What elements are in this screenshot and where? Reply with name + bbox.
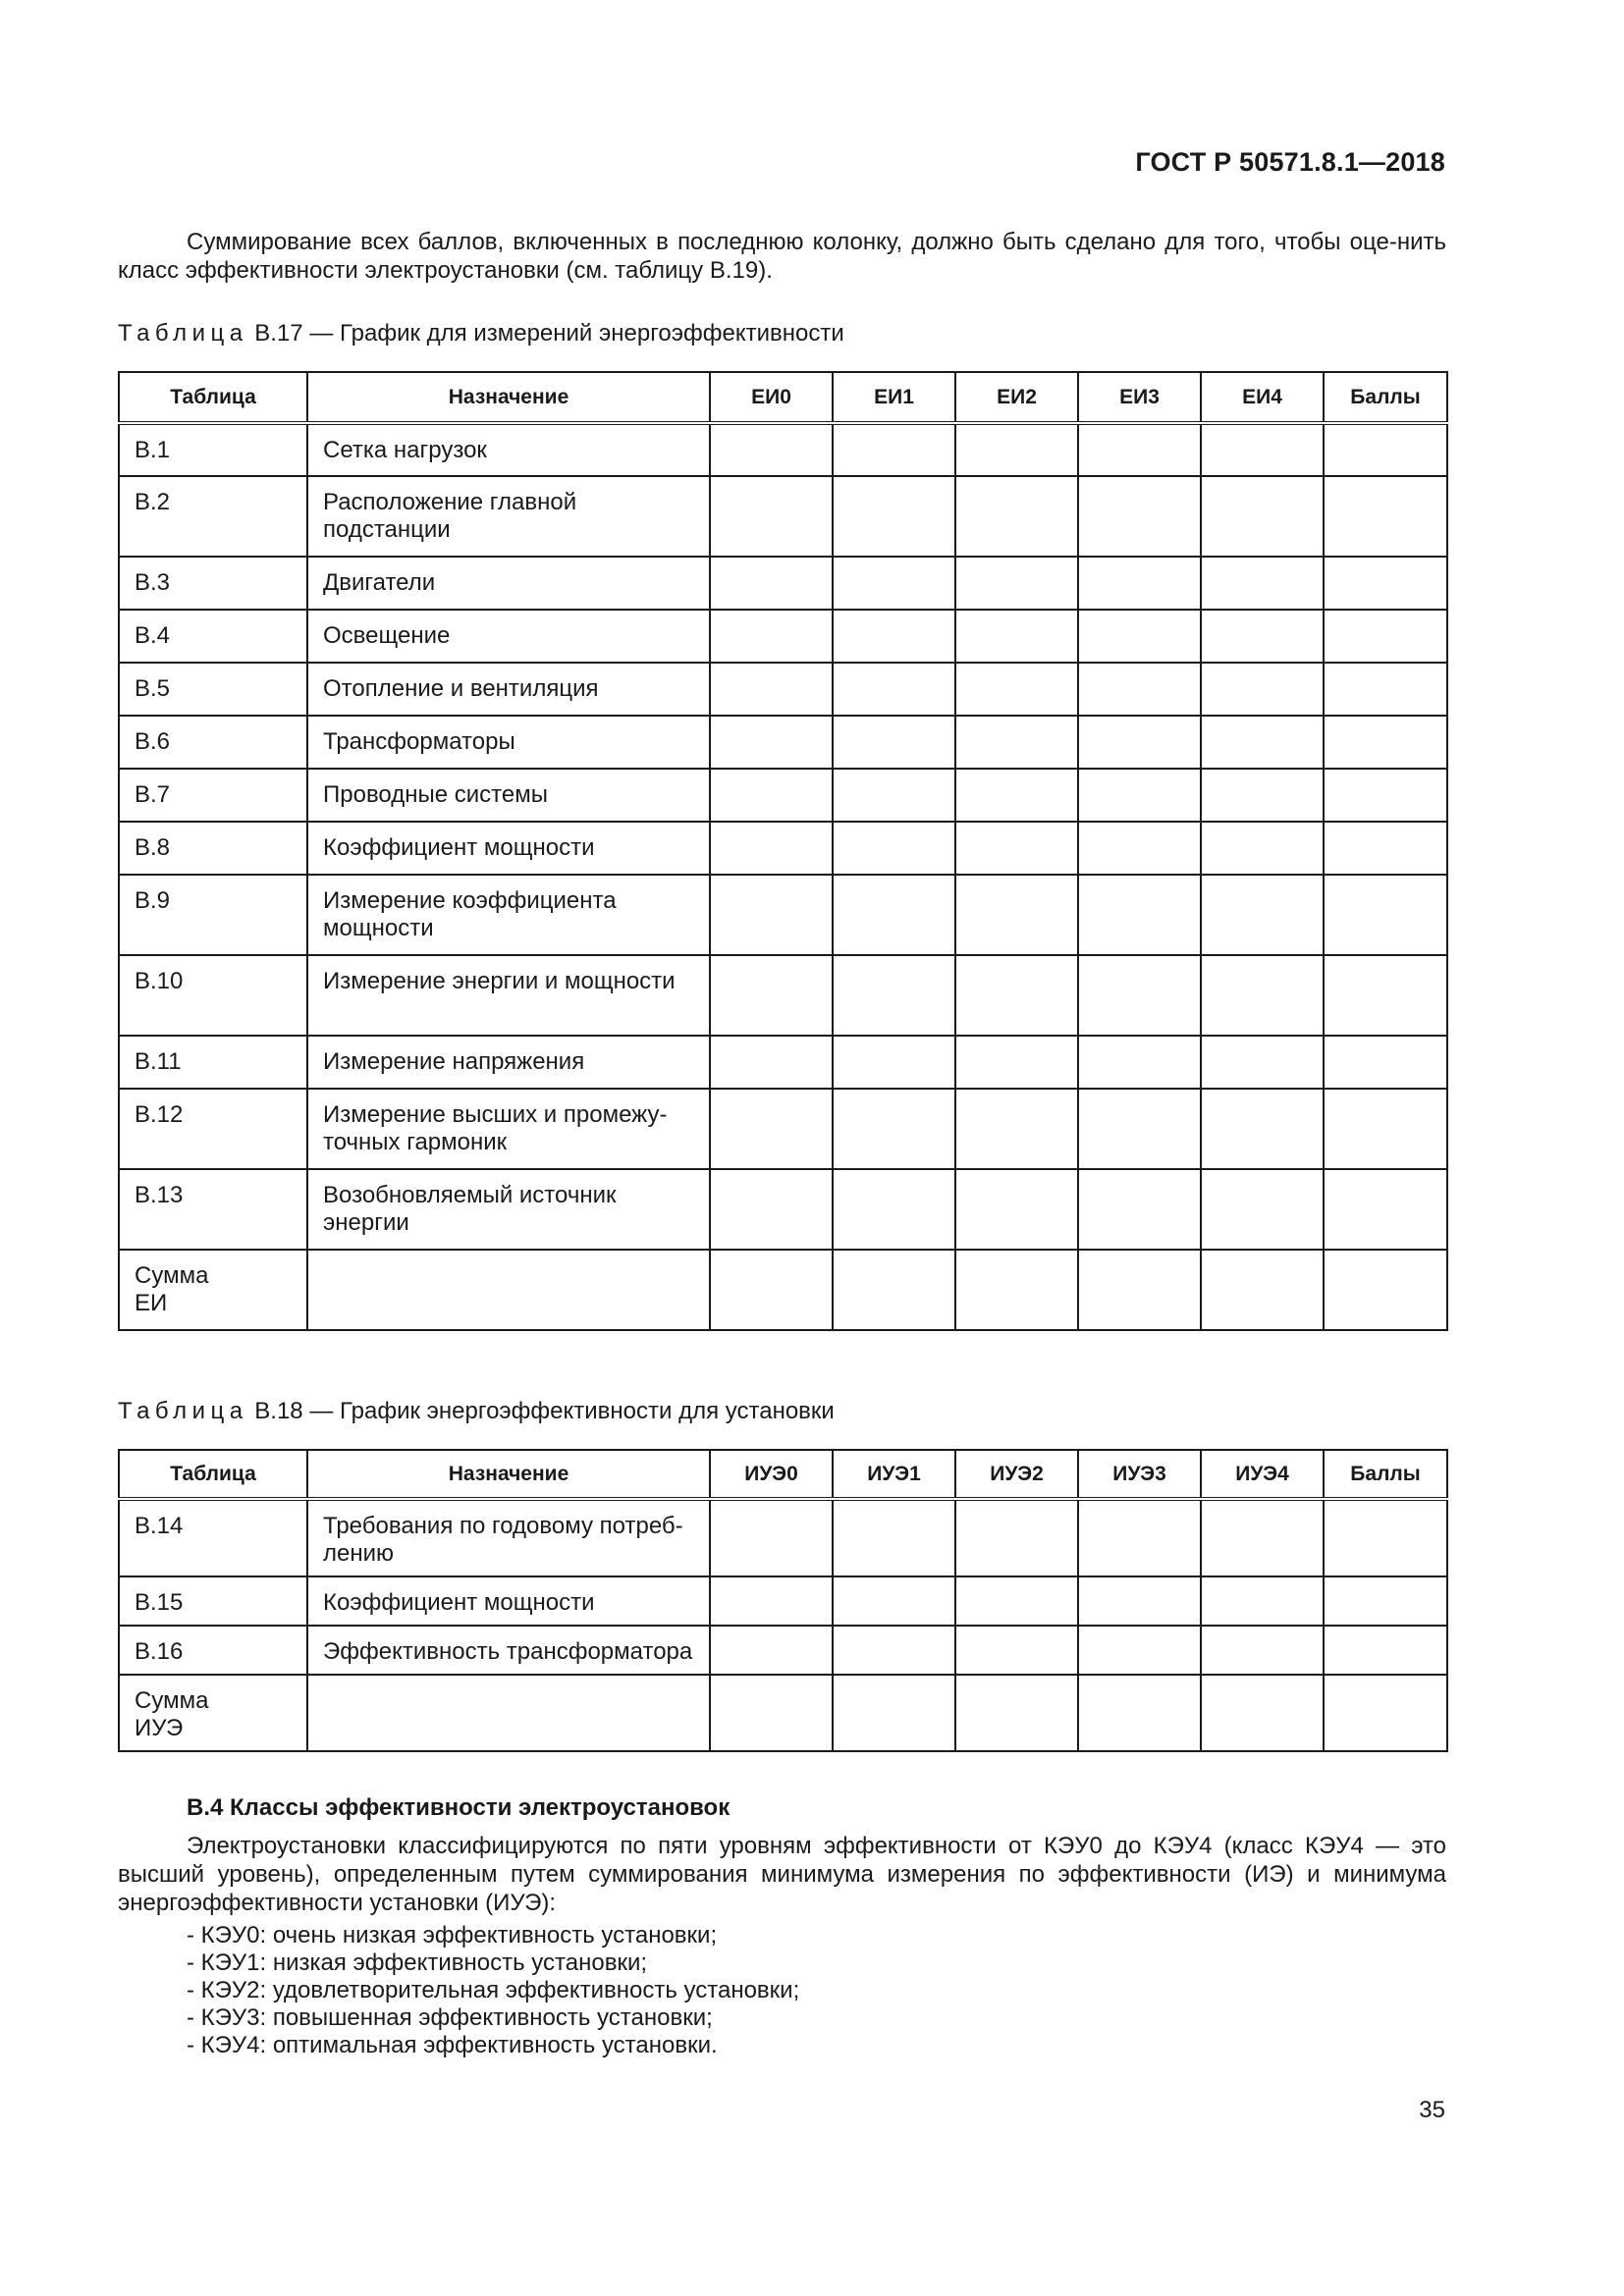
row-purpose: Расположение главной подстанции	[323, 489, 577, 543]
score-cell	[955, 1576, 1078, 1626]
table-row	[119, 423, 1447, 476]
row-code: В.15	[135, 1589, 184, 1616]
row-purpose-cell	[307, 1576, 710, 1626]
score-cell	[710, 423, 833, 476]
score-cell	[833, 1626, 955, 1675]
score-cell	[1201, 663, 1324, 716]
score-cell	[1324, 769, 1447, 822]
table17-header-col-2: ЕИ0	[710, 372, 833, 423]
table18-header-col-2: ИУЭ0	[710, 1450, 833, 1499]
score-cell	[955, 875, 1078, 955]
row-code: В.8	[135, 834, 171, 861]
score-cell	[1078, 955, 1201, 1036]
score-cell	[1078, 1250, 1201, 1330]
score-cell	[1324, 423, 1447, 476]
score-cell	[710, 716, 833, 769]
table18-header	[119, 1450, 1447, 1499]
row-purpose: Сетка нагрузок	[323, 437, 487, 463]
score-cell	[1324, 476, 1447, 557]
score-cell	[1201, 1626, 1324, 1675]
row-purpose-cell	[307, 476, 710, 557]
score-cell	[833, 1036, 955, 1089]
score-cell	[833, 476, 955, 557]
table18-caption-title: В.18 — График энергоэффективности для установки	[247, 1398, 835, 1424]
table-row	[119, 663, 1447, 716]
row-code-cell	[119, 1250, 307, 1330]
score-cell	[1078, 1089, 1201, 1169]
table-b17	[118, 371, 1448, 1331]
table-row	[119, 1675, 1447, 1751]
score-cell	[955, 1250, 1078, 1330]
score-cell	[1324, 1089, 1447, 1169]
row-code: В.5	[135, 675, 171, 702]
score-cell	[710, 1499, 833, 1576]
table-row	[119, 955, 1447, 1036]
score-cell	[955, 1499, 1078, 1576]
table-row	[119, 610, 1447, 663]
table-row	[119, 769, 1447, 822]
table17-header-col-5: ЕИ3	[1078, 372, 1201, 423]
score-cell	[710, 769, 833, 822]
score-cell	[833, 822, 955, 875]
table17-header-col-3: ЕИ1	[833, 372, 955, 423]
score-cell	[833, 1089, 955, 1169]
row-code-cell	[119, 1626, 307, 1675]
score-cell	[1201, 557, 1324, 610]
table-row	[119, 1036, 1447, 1089]
row-purpose-cell	[307, 1675, 710, 1751]
score-cell	[955, 769, 1078, 822]
row-code: Сумма ЕИ	[135, 1262, 209, 1316]
score-cell	[710, 1576, 833, 1626]
row-purpose-cell	[307, 610, 710, 663]
row-purpose-cell	[307, 663, 710, 716]
section-b4-title: В.4 Классы эффективности электроустановок	[187, 1794, 731, 1821]
score-cell	[833, 875, 955, 955]
list-item: - КЭУ1: низкая эффективность установки;	[187, 1949, 648, 1976]
row-purpose-cell	[307, 1036, 710, 1089]
table18-header-col-1: Назначение	[307, 1450, 710, 1499]
score-cell	[710, 1250, 833, 1330]
table-row	[119, 1626, 1447, 1675]
table17-header-col-7: Баллы	[1324, 372, 1447, 423]
score-cell	[710, 875, 833, 955]
score-cell	[833, 423, 955, 476]
table18-body	[119, 1499, 1447, 1751]
score-cell	[1078, 423, 1201, 476]
table17-body	[119, 423, 1447, 1330]
section-b4-paragraph	[118, 1832, 1446, 1917]
table18-caption-prefix: Таблица	[118, 1398, 248, 1424]
score-cell	[955, 557, 1078, 610]
score-cell	[1201, 1250, 1324, 1330]
row-purpose: Двигатели	[323, 569, 436, 596]
score-cell	[1324, 1626, 1447, 1675]
table17-header	[119, 372, 1447, 423]
score-cell	[1324, 610, 1447, 663]
table18-header-col-0: Таблица	[119, 1450, 307, 1499]
row-purpose: Измерение напряжения	[323, 1048, 585, 1075]
row-purpose-cell	[307, 423, 710, 476]
score-cell	[955, 1169, 1078, 1250]
score-cell	[710, 1626, 833, 1675]
list-item: - КЭУ3: повышенная эффективность установки;	[187, 2004, 713, 2031]
row-purpose-cell	[307, 955, 710, 1036]
score-cell	[1324, 1576, 1447, 1626]
row-code: В.1	[135, 437, 171, 463]
score-cell	[1201, 476, 1324, 557]
score-cell	[833, 663, 955, 716]
row-code: В.11	[135, 1048, 182, 1075]
row-purpose: Трансформаторы	[323, 728, 515, 755]
table-row	[119, 716, 1447, 769]
row-code: В.4	[135, 622, 171, 649]
table17-header-col-6: ЕИ4	[1201, 372, 1324, 423]
score-cell	[1324, 1675, 1447, 1751]
row-purpose	[308, 1251, 709, 1270]
table18-header-col-3: ИУЭ1	[833, 1450, 955, 1499]
row-code: В.2	[135, 489, 171, 515]
score-cell	[1201, 1169, 1324, 1250]
row-purpose: Требования по годовому потреб-лению	[323, 1513, 683, 1567]
score-cell	[1201, 1089, 1324, 1169]
table-b18	[118, 1449, 1448, 1752]
score-cell	[1324, 663, 1447, 716]
row-code-cell	[119, 1089, 307, 1169]
score-cell	[955, 716, 1078, 769]
table17-header-col-1: Назначение	[307, 372, 710, 423]
score-cell	[833, 1499, 955, 1576]
row-code: В.12	[135, 1101, 184, 1128]
score-cell	[1201, 610, 1324, 663]
row-code-cell	[119, 423, 307, 476]
score-cell	[955, 610, 1078, 663]
table17-caption-prefix: Таблица	[118, 320, 248, 347]
intro-paragraph	[118, 228, 1446, 285]
list-item: - КЭУ4: оптимальная эффективность установки.	[187, 2032, 718, 2058]
table17-header-col-4: ЕИ2	[955, 372, 1078, 423]
score-cell	[1324, 875, 1447, 955]
score-cell	[833, 1675, 955, 1751]
score-cell	[833, 1250, 955, 1330]
score-cell	[955, 663, 1078, 716]
score-cell	[1078, 663, 1201, 716]
row-purpose-cell	[307, 716, 710, 769]
row-code: В.9	[135, 887, 171, 914]
row-code-cell	[119, 1036, 307, 1089]
score-cell	[1324, 1499, 1447, 1576]
row-purpose-cell	[307, 1250, 710, 1330]
score-cell	[1201, 1576, 1324, 1626]
table-row	[119, 1576, 1447, 1626]
row-purpose: Коэффициент мощности	[323, 1589, 595, 1616]
table17-header-col-0: Таблица	[119, 372, 307, 423]
score-cell	[1201, 1036, 1324, 1089]
row-purpose-cell	[307, 557, 710, 610]
score-cell	[1201, 769, 1324, 822]
table18-header-row	[119, 1450, 1447, 1499]
row-purpose: Возобновляемый источник энергии	[323, 1182, 617, 1236]
score-cell	[710, 663, 833, 716]
table-row	[119, 822, 1447, 875]
row-purpose: Отопление и вентиляция	[323, 675, 599, 702]
score-cell	[955, 1036, 1078, 1089]
score-cell	[1324, 1250, 1447, 1330]
score-cell	[833, 1169, 955, 1250]
row-code-cell	[119, 875, 307, 955]
row-purpose-cell	[307, 875, 710, 955]
score-cell	[1201, 716, 1324, 769]
row-code-cell	[119, 822, 307, 875]
score-cell	[833, 1576, 955, 1626]
row-purpose-cell	[307, 1626, 710, 1675]
row-purpose-cell	[307, 769, 710, 822]
score-cell	[955, 476, 1078, 557]
row-code: В.10	[135, 968, 184, 994]
list-item: - КЭУ0: очень низкая эффективность установки;	[187, 1922, 718, 1949]
table17-caption-title: В.17 — График для измерений энергоэффективности	[247, 320, 844, 347]
score-cell	[955, 822, 1078, 875]
row-code: Сумма ИУЭ	[135, 1687, 209, 1741]
score-cell	[710, 1089, 833, 1169]
row-code-cell	[119, 769, 307, 822]
row-purpose: Проводные системы	[323, 781, 548, 808]
score-cell	[710, 955, 833, 1036]
score-cell	[1201, 1675, 1324, 1751]
score-cell	[1078, 557, 1201, 610]
table-row	[119, 476, 1447, 557]
score-cell	[710, 557, 833, 610]
row-code-cell	[119, 1576, 307, 1626]
intro-text: Суммирование всех баллов, включенных в последнюю колонку, должно быть сделано для того, чтобы оце-нить класс эффективности электроустановки (см. таблицу В.19).	[118, 229, 1446, 284]
row-purpose	[308, 1676, 709, 1695]
row-code-cell	[119, 476, 307, 557]
score-cell	[1078, 716, 1201, 769]
score-cell	[955, 1089, 1078, 1169]
row-code-cell	[119, 955, 307, 1036]
score-cell	[1078, 476, 1201, 557]
score-cell	[1078, 1626, 1201, 1675]
row-code-cell	[119, 557, 307, 610]
table18-caption	[118, 1398, 835, 1425]
score-cell	[833, 716, 955, 769]
score-cell	[1078, 1499, 1201, 1576]
table17-caption	[118, 320, 844, 347]
row-code-cell	[119, 1499, 307, 1576]
table17-header-row	[119, 372, 1447, 423]
score-cell	[1324, 822, 1447, 875]
table-row	[119, 1089, 1447, 1169]
score-cell	[1201, 423, 1324, 476]
score-cell	[1078, 769, 1201, 822]
score-cell	[1078, 610, 1201, 663]
row-purpose: Измерение высших и промежу-точных гармоник	[323, 1101, 668, 1155]
row-purpose-cell	[307, 1089, 710, 1169]
section-b4-text: Электроустановки классифицируются по пяти уровням эффективности от КЭУ0 до КЭУ4 (класс КЭУ4 — это высший уровень), определенным путем суммирования минимума измерения по эффективности (ИЭ) и минимума энергоэффективности установки (ИУЭ):	[118, 1833, 1446, 1916]
score-cell	[1324, 955, 1447, 1036]
row-purpose-cell	[307, 1499, 710, 1576]
table18-header-col-4: ИУЭ2	[955, 1450, 1078, 1499]
row-purpose: Измерение энергии и мощности	[323, 968, 676, 994]
score-cell	[1201, 955, 1324, 1036]
score-cell	[710, 1675, 833, 1751]
score-cell	[1078, 1675, 1201, 1751]
score-cell	[1078, 1576, 1201, 1626]
row-code: В.14	[135, 1513, 184, 1539]
row-code-cell	[119, 610, 307, 663]
score-cell	[1324, 1169, 1447, 1250]
page-number: 35	[1419, 2097, 1445, 2123]
score-cell	[955, 423, 1078, 476]
score-cell	[710, 610, 833, 663]
row-code-cell	[119, 1675, 307, 1751]
row-purpose: Эффективность трансформатора	[323, 1638, 693, 1665]
score-cell	[1201, 1499, 1324, 1576]
score-cell	[1078, 1036, 1201, 1089]
row-purpose-cell	[307, 822, 710, 875]
efficiency-class-list	[187, 1922, 799, 2059]
row-code-cell	[119, 716, 307, 769]
row-code-cell	[119, 663, 307, 716]
table-row	[119, 1169, 1447, 1250]
row-purpose: Коэффициент мощности	[323, 834, 595, 861]
row-code: В.6	[135, 728, 171, 755]
score-cell	[1324, 716, 1447, 769]
table18-header-col-5: ИУЭ3	[1078, 1450, 1201, 1499]
table-row	[119, 875, 1447, 955]
table18-header-col-6: ИУЭ4	[1201, 1450, 1324, 1499]
score-cell	[710, 476, 833, 557]
score-cell	[833, 610, 955, 663]
row-code: В.16	[135, 1638, 184, 1665]
score-cell	[955, 955, 1078, 1036]
score-cell	[1078, 875, 1201, 955]
row-code: В.13	[135, 1182, 184, 1208]
document-code-header: ГОСТ Р 50571.8.1—2018	[1135, 147, 1445, 177]
score-cell	[1201, 875, 1324, 955]
table-row	[119, 1250, 1447, 1330]
score-cell	[955, 1626, 1078, 1675]
row-purpose-cell	[307, 1169, 710, 1250]
score-cell	[710, 1036, 833, 1089]
row-code: В.7	[135, 781, 171, 808]
score-cell	[833, 769, 955, 822]
row-purpose: Измерение коэффициента мощности	[323, 887, 617, 941]
score-cell	[833, 557, 955, 610]
score-cell	[710, 822, 833, 875]
score-cell	[1078, 1169, 1201, 1250]
score-cell	[1078, 822, 1201, 875]
score-cell	[1324, 1036, 1447, 1089]
score-cell	[955, 1675, 1078, 1751]
row-code: В.3	[135, 569, 171, 596]
score-cell	[833, 955, 955, 1036]
score-cell	[710, 1169, 833, 1250]
score-cell	[1201, 822, 1324, 875]
table18-header-col-7: Баллы	[1324, 1450, 1447, 1499]
table-row	[119, 1499, 1447, 1576]
list-item: - КЭУ2: удовлетворительная эффективность установки;	[187, 1977, 800, 2003]
score-cell	[1324, 557, 1447, 610]
table-row	[119, 557, 1447, 610]
row-code-cell	[119, 1169, 307, 1250]
row-purpose: Освещение	[323, 622, 451, 649]
